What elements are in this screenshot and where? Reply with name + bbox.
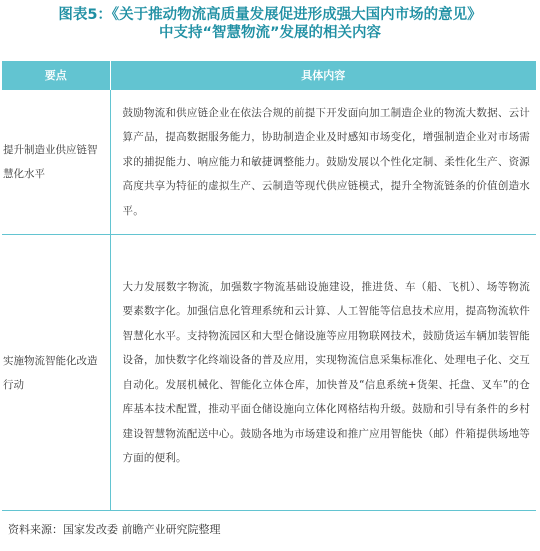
header-details: 具体内容 xyxy=(110,61,536,90)
figure-title-line-2: 中支持“智慧物流”发展的相关内容 xyxy=(158,25,382,41)
source-note: 资料来源：国家发改委 前瞻产业研究院整理 xyxy=(8,523,221,536)
table-row xyxy=(2,235,536,511)
policy-table xyxy=(2,61,536,511)
table-row xyxy=(2,90,536,235)
figure-title xyxy=(0,6,540,42)
figure-title-line-1: 图表5：《关于推动物流高质量发展促进形成强大国内市场的意见》 xyxy=(58,7,482,23)
row-key-logistics-upgrade: 实施物流智能化改造行动 xyxy=(2,235,110,511)
row-content-logistics-upgrade: 大力发展数字物流，加强数字物流基础设施建设，推进货、车（船、飞机）、场等物流要素数字化。加强信息化管理系统和云计算、人工智能等信息技术应用，提高物流软件智慧化水平。支持物流园区和大型仓储设施等应用物联网技术，鼓励货运车辆加装智能设备，加快数字化终端设备的普及应用，实现物流信息采集标准化、处理电子化、交互自动化。发展机械化、智能化立体仓库，加快普及“信息系统+货架、托盘、叉车”的仓库基本技术配置，推动平面仓储设施向立体化网格结构升级。鼓励和引导有条件的乡村建设智慧物流配送中心。鼓励各地为市场建设和推广应用智能快（邮）件箱提供场地等方面的便利。 xyxy=(110,235,536,511)
header-key-point: 要点 xyxy=(2,61,110,90)
row-key-supply-chain: 提升制造业供应链智慧化水平 xyxy=(2,90,110,235)
table-header-row xyxy=(2,61,536,90)
row-content-supply-chain: 鼓励物流和供应链企业在依法合规的前提下开发面向加工制造企业的物流大数据、云计算产品，提高数据服务能力，协助制造企业及时感知市场变化，增强制造企业对市场需求的捕捉能力、响应能力和敏捷调整能力。鼓励发展以个性化定制、柔性化生产、资源高度共享为特征的虚拟生产、云制造等现代供应链模式，提升全物流链条的价值创造水平。 xyxy=(110,90,536,235)
